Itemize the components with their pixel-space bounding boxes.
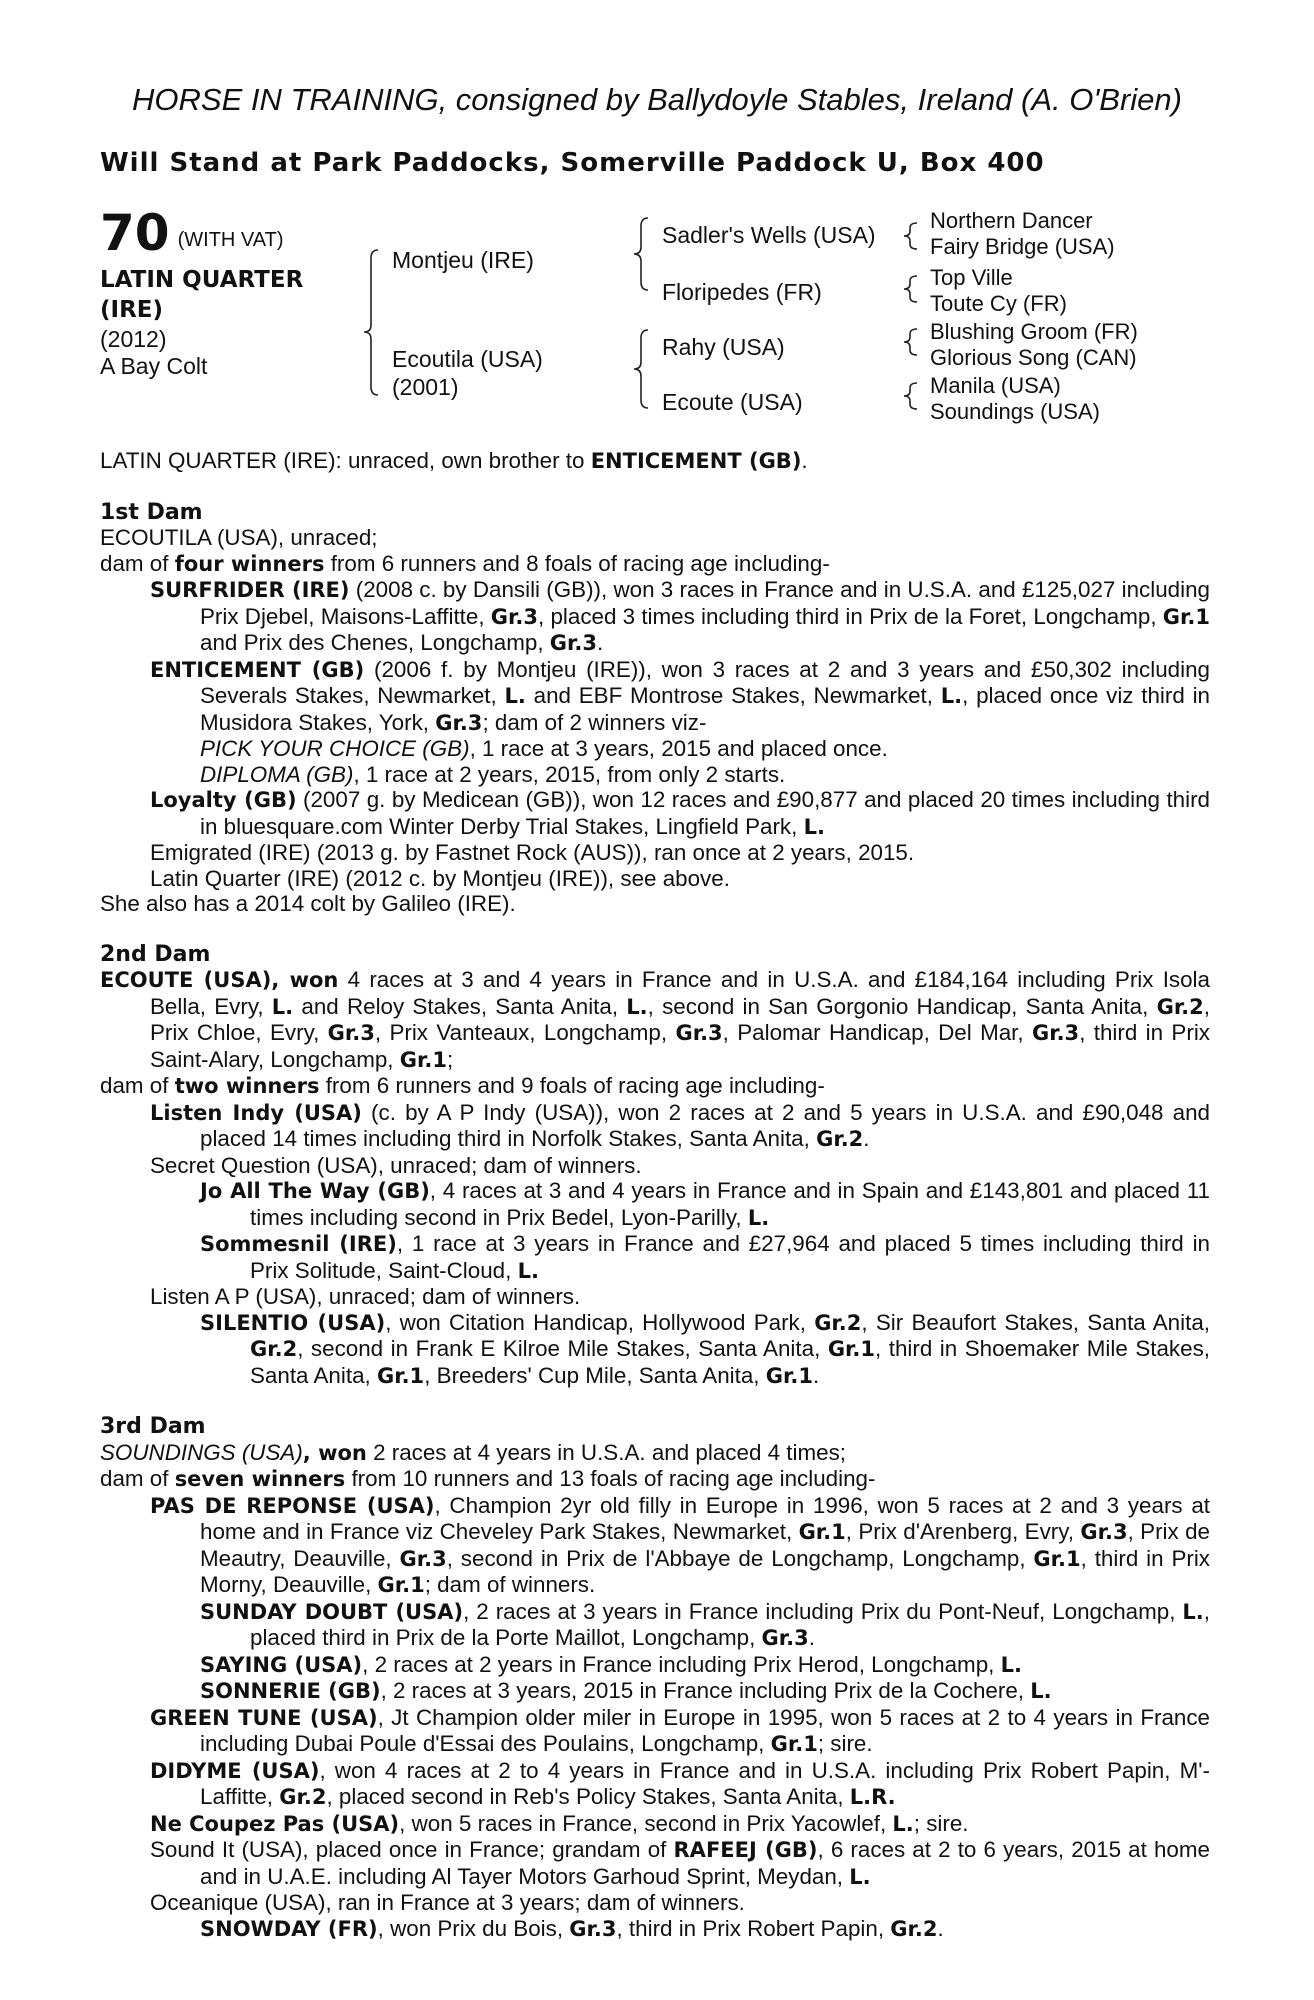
- bracket-dam: [634, 330, 648, 408]
- consignment-line: HORSE IN TRAINING, consigned by Ballydoyle Stables, Ireland (A. O'Brien): [132, 82, 1182, 117]
- produce-sound-it: Sound It (USA), placed once in France; grandam of RAFEEJ (GB), 6 races at 2 to 6 years, 2015 at home and in U.A.E. including Al Tayer Motors Garhoud Sprint, Meydan, L.: [150, 1837, 1210, 1889]
- produce-secret-question: Secret Question (USA), unraced; dam of winners.: [150, 1152, 642, 1178]
- vat-label: (WITH VAT): [177, 228, 284, 251]
- third-dam-produce: dam of seven winners from 10 runners and 13 foals of racing age including-: [100, 1466, 876, 1491]
- bracket-dd: [904, 383, 917, 409]
- pedigree-brackets: [0, 0, 1314, 440]
- lot-number: 70: [100, 204, 170, 262]
- third-dam-heading: 3rd Dam: [100, 1414, 206, 1439]
- produce-pas-de-reponse: PAS DE REPONSE (USA), Champion 2yr old filly in Europe in 1996, won 5 races at 2 and 3 years at home and in France viz Cheveley Park Stakes, Newmarket, Gr.1, Prix d'Arenberg, Evry, Gr.3, Prix de Meautry, Deauville, Gr.3, second in Prix de l'Abbaye de Longchamp, Longchamp, Gr.1, third in Prix Morny, Deauville, Gr.1; dam of winners.: [150, 1492, 1210, 1597]
- bracket-sire: [634, 218, 648, 290]
- pedigree-sire-sire: Sadler's Wells (USA): [662, 222, 876, 248]
- second-dam-produce: dam of two winners from 6 runners and 9 foals of racing age including-: [100, 1073, 825, 1098]
- summary-line: LATIN QUARTER (IRE): unraced, own brother to ENTICEMENT (GB).: [100, 448, 808, 473]
- pedigree-gg-8: Soundings (USA): [930, 399, 1100, 424]
- produce-listen-indy: Listen Indy (USA) (c. by A P Indy (USA)), won 2 races at 2 and 5 years in U.S.A. and £90,048 and placed 14 times including third in Norfolk Stakes, Santa Anita, Gr.2.: [150, 1099, 1210, 1151]
- produce-snowday: SNOWDAY (FR), won Prix du Bois, Gr.3, third in Prix Robert Papin, Gr.2.: [200, 1915, 944, 1941]
- horse-description: A Bay Colt: [100, 353, 208, 379]
- pedigree-gg-6: Glorious Song (CAN): [930, 345, 1137, 370]
- pedigree-gg-5: Blushing Groom (FR): [930, 319, 1138, 344]
- horse-name-line2: (IRE): [100, 297, 164, 323]
- produce-pick-your-choice: PICK YOUR CHOICE (GB), 1 race at 3 years, 2015 and placed once.: [200, 736, 888, 761]
- produce-sunday-doubt: SUNDAY DOUBT (USA), 2 races at 3 years in France including Prix du Pont-Neuf, Longchamp, L., placed third in Prix de la Porte Maillot, Longchamp, Gr.3.: [200, 1598, 1211, 1650]
- produce-didyme: DIDYME (USA), won 4 races at 2 to 4 years in France and in U.S.A. including Prix Robert Papin, M'-Laffitte, Gr.2, placed second in Reb's Policy Stakes, Santa Anita, L.R.: [150, 1757, 1210, 1809]
- produce-saying: SAYING (USA), 2 races at 2 years in France including Prix Herod, Longchamp, L.: [200, 1651, 1022, 1677]
- produce-jo-all-the-way: Jo All The Way (GB), 4 races at 3 and 4 years in France and in Spain and £143,801 and placed 11 times including second in Prix Bedel, Lyon-Parilly, L.: [200, 1178, 1210, 1230]
- pedigree-dam: Ecoutila (USA): [392, 346, 543, 372]
- produce-surfrider: SURFRIDER (IRE) (2008 c. by Dansili (GB)), won 3 races in France and in U.S.A. and £125,027 including Prix Djebel, Maisons-Laffitte, Gr.3, placed 3 times including third in Prix de la Foret, Longchamp, Gr.1 and Prix des Chenes, Longchamp, Gr.3.: [150, 577, 1210, 655]
- bracket-sire-dam: [364, 250, 378, 395]
- produce-ne-coupez-pas: Ne Coupez Pas (USA), won 5 races in France, second in Prix Yacowlef, L.; sire.: [150, 1810, 969, 1836]
- pedigree-gg-2: Fairy Bridge (USA): [930, 234, 1115, 259]
- bracket-ss: [904, 223, 917, 249]
- horse-name-line1: LATIN QUARTER: [100, 267, 304, 293]
- pedigree-gg-1: Northern Dancer: [930, 208, 1093, 233]
- produce-latin-quarter: Latin Quarter (IRE) (2012 c. by Montjeu (IRE)), see above.: [150, 865, 730, 891]
- pedigree-dam-sire: Rahy (USA): [662, 334, 785, 360]
- first-dam-produce: dam of four winners from 6 runners and 8 foals of racing age including-: [100, 550, 830, 576]
- produce-2014-colt: She also has a 2014 colt by Galileo (IRE).: [100, 891, 516, 916]
- produce-emigrated: Emigrated (IRE) (2013 g. by Fastnet Rock (AUS)), ran once at 2 years, 2015.: [150, 840, 915, 865]
- pedigree-sire-dam: Floripedes (FR): [662, 279, 822, 305]
- pedigree-sire: Montjeu (IRE): [392, 247, 534, 273]
- produce-silentio: SILENTIO (USA), won Citation Handicap, Hollywood Park, Gr.2, Sir Beaufort Stakes, Santa Anita, Gr.2, second in Frank E Kilroe Mile Stakes, Santa Anita, Gr.1, third in Shoemaker Mile Stakes, Santa Anita, Gr.1, Breeders' Cup Mile, Santa Anita, Gr.1.: [200, 1309, 1210, 1388]
- produce-diploma: DIPLOMA (GB), 1 race at 2 years, 2015, from only 2 starts.: [200, 761, 786, 787]
- catalogue-body: [100, 448, 1210, 1942]
- stand-location: Will Stand at Park Paddocks, Somerville Paddock U, Box 400: [100, 148, 1045, 178]
- bracket-ds: [904, 329, 917, 355]
- pedigree-dam-year: (2001): [392, 374, 459, 400]
- first-dam-heading: 1st Dam: [100, 499, 203, 525]
- second-dam-heading: 2nd Dam: [100, 941, 211, 967]
- produce-sonnerie: SONNERIE (GB), 2 races at 3 years, 2015 in France including Prix de la Cochere, L.: [200, 1678, 1052, 1703]
- produce-oceanique: Oceanique (USA), ran in France at 3 years; dam of winners.: [150, 1890, 745, 1915]
- produce-green-tune: GREEN TUNE (USA), Jt Champion older miler in Europe in 1995, won 5 races at 2 to 4 years in France including Dubai Poule d'Essai des Poulains, Longchamp, Gr.1; sire.: [150, 1704, 1211, 1756]
- pedigree-gg-3: Top Ville: [930, 265, 1013, 290]
- bracket-sd: [904, 276, 917, 302]
- produce-enticement: ENTICEMENT (GB) (2006 f. by Montjeu (IRE)), won 3 races at 2 and 3 years and £50,302 including Severals Stakes, Newmarket, L. and EBF Montrose Stakes, Newmarket, L., placed once viz third in Musidora Stakes, York, Gr.3; dam of 2 winners viz-: [150, 656, 1210, 735]
- produce-loyalty: Loyalty (GB) (2007 g. by Medicean (GB)), won 12 races and £90,877 and placed 20 times including third in bluesquare.com Winter Derby Trial Stakes, Lingfield Park, L.: [150, 787, 1211, 839]
- pedigree-dam-dam: Ecoute (USA): [662, 389, 803, 415]
- third-dam-soundings: SOUNDINGS (USA), won 2 races at 4 years in U.S.A. and placed 4 times;: [100, 1439, 847, 1465]
- second-dam-ecoute: ECOUTE (USA), won 4 races at 3 and 4 years in France and in U.S.A. and £184,164 including Prix Isola Bella, Evry, L. and Reloy Stakes, Santa Anita, L., second in San Gorgonio Handicap, Santa Anita, Gr.2, Prix Chloe, Evry, Gr.3, Prix Vanteaux, Longchamp, Gr.3, Palomar Handicap, Del Mar, Gr.3, third in Prix Saint-Alary, Longchamp, Gr.1;: [100, 967, 1211, 1072]
- pedigree-gg-4: Toute Cy (FR): [930, 291, 1067, 316]
- pedigree-gg-7: Manila (USA): [930, 373, 1061, 398]
- produce-sommesnil: Sommesnil (IRE), 1 race at 3 years in France and £27,964 and placed 5 times including third in Prix Solitude, Saint-Cloud, L.: [200, 1231, 1211, 1283]
- produce-listen-a-p: Listen A P (USA), unraced; dam of winners.: [150, 1284, 581, 1309]
- first-dam-intro: ECOUTILA (USA), unraced;: [100, 525, 378, 550]
- horse-year: (2012): [100, 326, 167, 352]
